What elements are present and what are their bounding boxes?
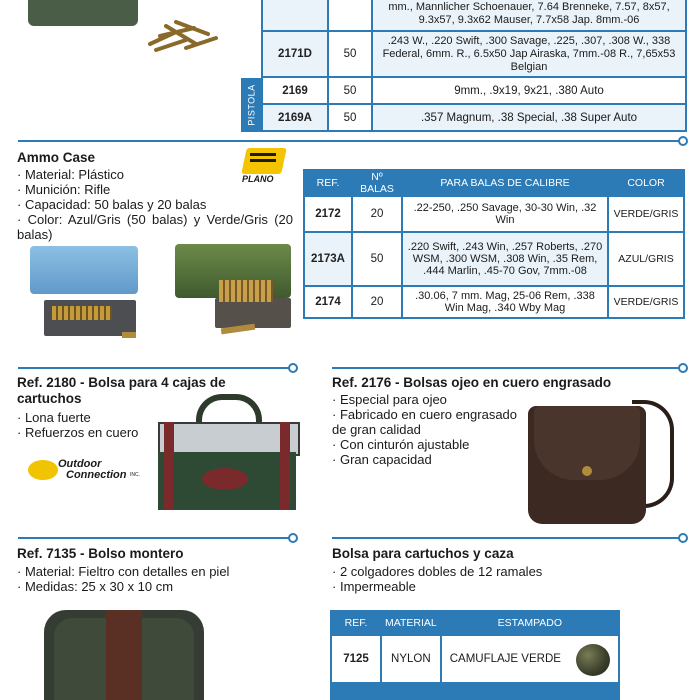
table-row — [304, 286, 684, 318]
col-header-ref: REF. — [304, 170, 352, 196]
table-row — [262, 0, 686, 31]
bullets-pile-image — [146, 14, 220, 54]
balas-cell: 20 — [352, 196, 402, 232]
feature-item: · Material: Fieltro con detalles en piel — [17, 564, 229, 579]
table-row — [262, 104, 686, 131]
calibre-cell: .220 Swift, .243 Win, .257 Roberts, .270 WSM, .300 WSM, .308 Win, .35 Rem, .444 Marlin, .45-70 Gov, 7mm.-08 — [402, 232, 608, 286]
balas-cell: 20 — [352, 286, 402, 318]
table-row — [304, 196, 684, 232]
table-header-row — [304, 170, 684, 196]
green-ammo-case-image — [175, 240, 293, 340]
green-cartridge-bag-image — [158, 394, 296, 516]
feature-item: · Munición: Rifle — [17, 182, 293, 197]
ammo-case-title: Ammo Case — [17, 150, 96, 165]
feature-item: · 2 colgadores dobles de 12 ramales — [332, 564, 542, 579]
table-row — [304, 232, 684, 286]
ref-cell: 7125 — [331, 635, 381, 683]
table-row — [262, 77, 686, 104]
ref-cell — [262, 0, 328, 31]
calibre-cell: .22-250, .250 Savage, 30-30 Win, .32 Win — [402, 196, 608, 232]
balas-cell: 50 — [352, 232, 402, 286]
bolsa-caza-features — [332, 564, 542, 594]
bolsa-2176-features — [332, 392, 528, 467]
feature-item: · Fabricado en cuero engrasado de gran calidad — [332, 407, 528, 437]
ref-cell: 2169A — [262, 104, 328, 131]
table-row — [262, 31, 686, 77]
material-cell: NYLON — [381, 635, 441, 683]
pistola-calibre-table — [261, 76, 687, 132]
col-header-color: COLOR — [608, 170, 684, 196]
table-header-row — [331, 611, 619, 635]
feature-item: · Medidas: 25 x 30 x 10 cm — [17, 579, 229, 594]
bolsa-2176-title: Ref. 2176 - Bolsas ojeo en cuero engrasado — [332, 375, 612, 390]
col-header-material: MATERIAL — [381, 611, 441, 635]
plano-logo: PLANO — [240, 148, 300, 186]
ammo-box-product-image — [28, 0, 138, 26]
feature-item: · Con cinturón ajustable — [332, 437, 528, 452]
section-divider — [18, 537, 290, 539]
bolsa-2180-features — [17, 410, 138, 440]
ref-cell: 2173A — [304, 232, 352, 286]
balas-cell: 50 — [328, 104, 372, 131]
bolsa-2180-title: Ref. 2180 - Bolsa para 4 cajas de cartuchos — [17, 375, 226, 406]
ref-cell: 2169 — [262, 77, 328, 104]
section-divider — [332, 537, 680, 539]
color-cell: VERDE/GRIS — [608, 196, 684, 232]
feature-item: · Gran capacidad — [332, 452, 528, 467]
feature-item: · Refuerzos en cuero — [17, 425, 138, 440]
calibre-cell: mm., Mannlicher Schoenauer, 7.64 Brenneke, 7.57, 8x57, 9.3x57, 9.3x62 Mauser, 7.7x58 Jap. 8mm.-06 — [372, 0, 686, 31]
section-divider — [18, 367, 290, 369]
estampado-cell: CAMUFLAJE VERDE — [441, 635, 619, 683]
ammo-case-table — [303, 169, 685, 319]
balas-cell: 50 — [328, 31, 372, 77]
rifle-calibre-table — [261, 0, 687, 78]
feature-item: · Lona fuerte — [17, 410, 138, 425]
bolso-7135-features — [17, 564, 229, 594]
camouflage-swatch — [576, 644, 610, 676]
feature-item: · Capacidad: 50 balas y 20 balas — [17, 197, 293, 212]
col-header-estampado: ESTAMPADO — [441, 611, 619, 635]
pistola-side-label: PISTOLA — [241, 78, 263, 132]
calibre-cell: .243 W., .220 Swift, .300 Savage, .225, .307, .308 W., 338 Federal, 6mm. R., 6.5x50 Jap Airaska, 7mm.-08 R., 7,65x53 Belgian — [372, 31, 686, 77]
calibre-cell: .357 Magnum, .38 Special, .38 Super Auto — [372, 104, 686, 131]
balas-cell — [328, 0, 372, 31]
hunting-bag-image — [44, 604, 204, 700]
section-divider — [332, 367, 680, 369]
col-header-balas: Nº BALAS — [352, 170, 402, 196]
calibre-cell: .30.06, 7 mm. Mag, 25-06 Rem, .338 Win Mag, .340 Wby Mag — [402, 286, 608, 318]
balas-cell: 50 — [328, 77, 372, 104]
bolsa-caza-title: Bolsa para cartuchos y caza — [332, 546, 514, 561]
section-divider — [18, 140, 680, 142]
col-header-ref: REF. — [331, 611, 381, 635]
leather-bag-image — [528, 398, 678, 526]
feature-item: · Especial para ojeo — [332, 392, 528, 407]
bolso-7135-title: Ref. 7135 - Bolso montero — [17, 546, 184, 561]
bolsa-caza-table — [330, 610, 620, 684]
calibre-cell: 9mm., .9x19, 9x21, .380 Auto — [372, 77, 686, 104]
ref-cell: 2174 — [304, 286, 352, 318]
table-row — [331, 635, 619, 683]
ref-cell: 2172 — [304, 196, 352, 232]
feature-item: · Impermeable — [332, 579, 542, 594]
color-cell: AZUL/GRIS — [608, 232, 684, 286]
outdoor-connection-logo: Outdoor Connection INC. — [28, 458, 138, 486]
col-header-calibre: PARA BALAS DE CALIBRE — [402, 170, 608, 196]
blue-ammo-case-image — [26, 246, 144, 346]
ref-cell: 2171D — [262, 31, 328, 77]
table-row-partial — [330, 682, 620, 700]
feature-item: · Color: Azul/Gris (50 balas) y Verde/Gris (20 balas) — [17, 212, 293, 242]
feature-item: · Material: Plástico — [17, 167, 293, 182]
color-cell: VERDE/GRIS — [608, 286, 684, 318]
